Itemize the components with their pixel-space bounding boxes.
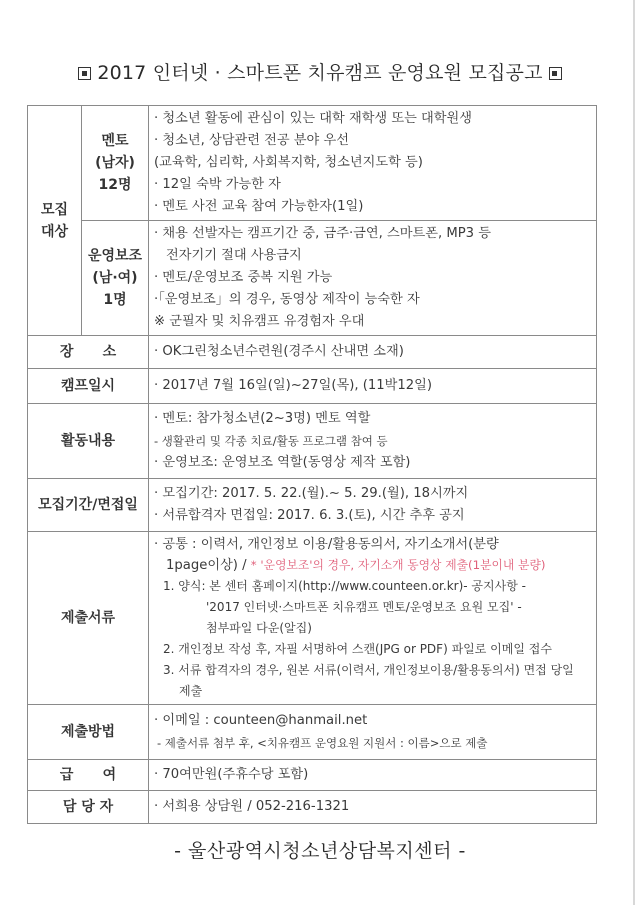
label-recruit-line2: 대상 bbox=[40, 223, 69, 240]
documents-content bbox=[149, 532, 597, 705]
row-schedule bbox=[28, 369, 597, 404]
square-bullet-icon bbox=[78, 67, 91, 80]
assistant-label-line: 운영보조 bbox=[87, 248, 143, 264]
list-item: ·「운영보조」의 경우, 동영상 제작이 능숙한 자 bbox=[154, 292, 420, 307]
list-item: 전자기기 절대 사용금지 bbox=[166, 248, 302, 263]
row-pay bbox=[28, 760, 597, 791]
schedule-value: · 2017년 7월 16일(일)~27일(목), (11박12일) bbox=[149, 369, 597, 404]
label-pay: 급 여 bbox=[28, 760, 149, 791]
label-documents: 제출서류 bbox=[28, 532, 149, 705]
title-text: 2017 인터넷 · 스마트폰 치유캠프 운영요원 모집공고 bbox=[97, 62, 543, 84]
row-contact bbox=[28, 791, 597, 824]
documents-common-cont bbox=[154, 555, 596, 576]
list-item: · 모집기간: 2017. 5. 22.(월).~ 5. 29.(월), 18시까지 bbox=[154, 486, 469, 501]
list-item: · 운영보조: 운영보조 역할(동영상 제작 포함) bbox=[154, 455, 411, 470]
method-note: - 제출서류 첨부 후, <치유캠프 운영요원 지원서 : 이름>으로 제출 bbox=[157, 736, 488, 750]
list-item: · 청소년, 상담관련 전공 분야 우선 bbox=[154, 133, 349, 148]
period-content bbox=[149, 479, 597, 532]
row-period bbox=[28, 479, 597, 532]
mentor-label-line: (남자) bbox=[95, 155, 135, 171]
row-place bbox=[28, 336, 597, 369]
activity-content bbox=[149, 404, 597, 479]
assistant-label-line: (남·여) bbox=[92, 270, 138, 286]
documents-step-3-cont: 제출 bbox=[179, 684, 203, 698]
label-recruit-target bbox=[28, 106, 82, 336]
label-recruit-line1: 모집 bbox=[40, 201, 69, 218]
page-title bbox=[0, 58, 640, 85]
row-recruit-assistant bbox=[28, 221, 597, 336]
label-assistant bbox=[82, 221, 149, 336]
list-item: · 청소년 활동에 관심이 있는 대학 재학생 또는 대학원생 bbox=[154, 111, 472, 126]
label-mentor bbox=[82, 106, 149, 221]
documents-common: · 공통 : 이력서, 개인정보 이용/활용동의서, 자기소개서(분량 bbox=[154, 537, 499, 552]
label-schedule: 캠프일시 bbox=[28, 369, 149, 404]
list-item: ※ 군필자 및 치유캠프 유경험자 우대 bbox=[154, 314, 365, 329]
place-value: · OK그린청소년수련원(경주시 산내면 소재) bbox=[149, 336, 597, 369]
recruitment-table bbox=[27, 105, 597, 824]
list-item: - 생활관리 및 각종 치료/활동 프로그램 참여 등 bbox=[154, 434, 388, 448]
row-activity bbox=[28, 404, 597, 479]
documents-step-1-cont: 첨부파일 다운(알집) bbox=[206, 621, 312, 635]
list-item: · 채용 선발자는 캠프기간 중, 금주·금연, 스마트폰, MP3 등 bbox=[154, 226, 491, 241]
footer-organization: - 울산광역시청소년상담복지센터 - bbox=[174, 840, 466, 862]
assistant-label-line: 1명 bbox=[103, 292, 127, 308]
pay-value: · 70여만원(주휴수당 포함) bbox=[149, 760, 597, 791]
row-recruit-mentor bbox=[28, 106, 597, 221]
label-contact: 담 당 자 bbox=[28, 791, 149, 824]
square-bullet-icon bbox=[549, 67, 562, 80]
method-email: · 이메일 : counteen@hanmail.net bbox=[154, 713, 368, 728]
label-method: 제출방법 bbox=[28, 705, 149, 760]
documents-common-text: 1page이상) / bbox=[166, 558, 251, 573]
label-period: 모집기간/면접일 bbox=[28, 479, 149, 532]
label-place: 장 소 bbox=[28, 336, 149, 369]
list-item: (교육학, 심리학, 사회복지학, 청소년지도학 등) bbox=[154, 155, 423, 170]
list-item: · 12일 숙박 가능한 자 bbox=[154, 177, 281, 192]
list-item: · 멘토: 참가청소년(2~3명) 멘토 역할 bbox=[154, 411, 371, 426]
documents-step-2: 2. 개인정보 작성 후, 자필 서명하여 스캔(JPG or PDF) 파일로 이메일 접수 bbox=[163, 642, 552, 656]
mentor-label-line: 12명 bbox=[98, 177, 132, 193]
scan-edge-line bbox=[633, 0, 635, 905]
row-method bbox=[28, 705, 597, 760]
mentor-label-line: 멘토 bbox=[101, 133, 129, 149]
row-documents bbox=[28, 532, 597, 705]
documents-assistant-note: * '운영보조'의 경우, 자기소개 동영상 제출(1분이내 분량) bbox=[250, 558, 546, 572]
assistant-requirements bbox=[149, 221, 597, 336]
label-activity: 활동내용 bbox=[28, 404, 149, 479]
list-item: · 서류합격자 면접일: 2017. 6. 3.(토), 시간 추후 공지 bbox=[154, 508, 465, 523]
mentor-requirements bbox=[149, 106, 597, 221]
contact-value: · 서희용 상담원 / 052-216-1321 bbox=[149, 791, 597, 824]
documents-step-3: 3. 서류 합격자의 경우, 원본 서류(이력서, 개인정보이용/활용동의서) 면접 당일 bbox=[163, 663, 574, 677]
method-content bbox=[149, 705, 597, 760]
documents-step-1: 1. 양식: 본 센터 홈페이지(http://www.counteen.or.kr)- 공지사항 - bbox=[163, 579, 526, 593]
documents-step-1-cont: '2017 인터넷·스마트폰 치유캠프 멘토/운영보조 요원 모집' - bbox=[206, 600, 522, 614]
list-item: · 멘토 사전 교육 참여 가능한자(1일) bbox=[154, 199, 364, 214]
list-item: · 멘토/운영보조 중복 지원 가능 bbox=[154, 270, 333, 285]
